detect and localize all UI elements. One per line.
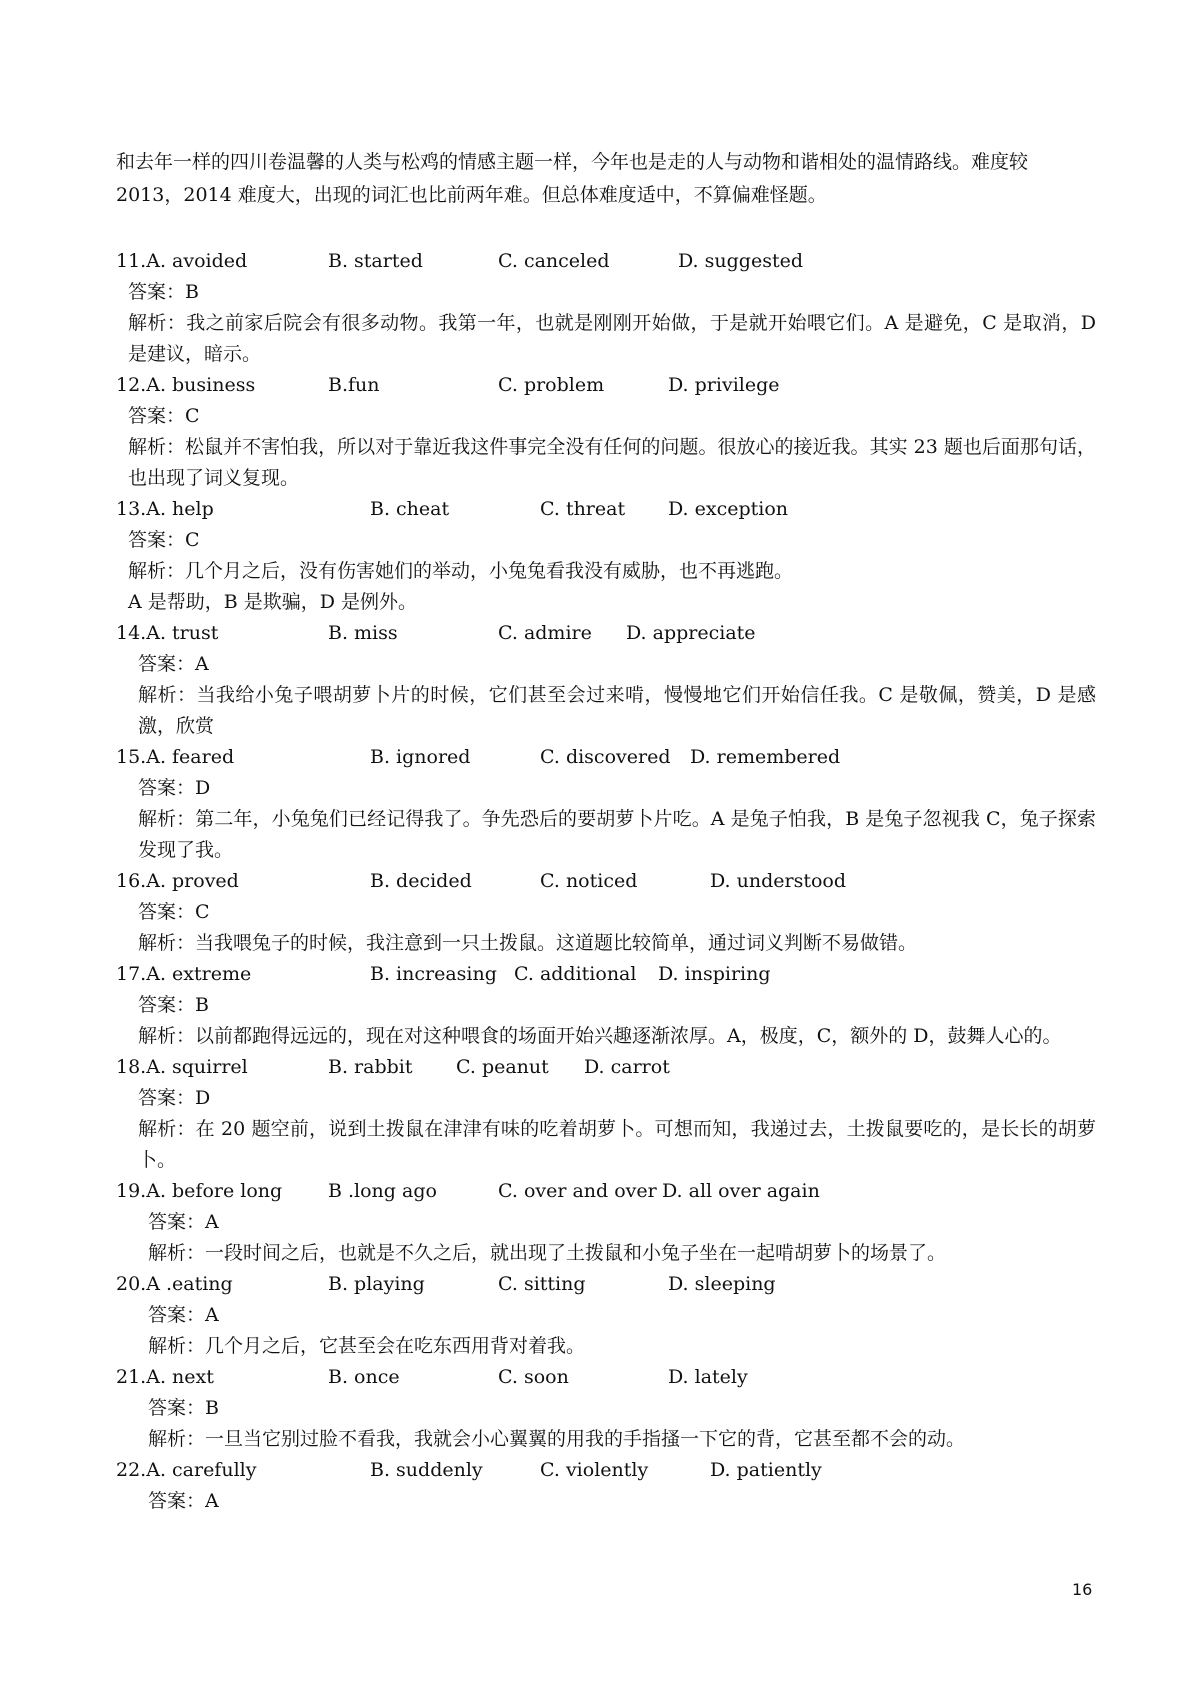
option-b: B. once xyxy=(328,1366,400,1388)
options-row xyxy=(116,618,1096,649)
option-d: D. privilege xyxy=(668,374,780,396)
intro-paragraph: 和去年一样的四川卷温馨的人类与松鸡的情感主题一样，今年也是走的人与动物和谐相处的温情路线。难度较 2013，2014 难度大，出现的词汇也比前两年难。但总体难度适中，不算偏难怪题。 xyxy=(116,151,1029,206)
question-11 xyxy=(116,246,1096,370)
options-row xyxy=(116,1455,1096,1486)
option-c: C. problem xyxy=(498,374,605,396)
options-row xyxy=(116,742,1096,773)
explanation: 解析：松鼠并不害怕我，所以对于靠近我这件事完全没有任何的问题。很放心的接近我。其实 23 题也后面那句话，也出现了词义复现。 xyxy=(128,436,1096,489)
option-b: B. cheat xyxy=(370,498,450,520)
option-a: 22.A. carefully xyxy=(116,1459,257,1481)
option-a: 13.A. help xyxy=(116,498,214,520)
option-d: D. lately xyxy=(668,1366,748,1388)
option-c: C. sitting xyxy=(498,1273,586,1295)
explanation: 解析：几个月之后，没有伤害她们的举动，小兔兔看我没有威胁，也不再逃跑。 xyxy=(128,560,794,582)
question-17 xyxy=(116,959,1096,1052)
question-16 xyxy=(116,866,1096,959)
option-b: B. decided xyxy=(370,870,472,892)
answer-line: 答案：B xyxy=(128,281,199,303)
explanation-continued: A 是帮助，B 是欺骗，D 是例外。 xyxy=(128,591,418,613)
question-18 xyxy=(116,1052,1096,1176)
answer-line: 答案：C xyxy=(138,901,210,923)
option-d: D. sleeping xyxy=(668,1273,776,1295)
option-a: 15.A. feared xyxy=(116,746,235,768)
option-a: 11.A. avoided xyxy=(116,250,248,272)
question-19 xyxy=(116,1176,1096,1269)
options-row xyxy=(116,959,1096,990)
option-b: B .long ago xyxy=(328,1180,437,1202)
option-b: B. rabbit xyxy=(328,1056,413,1078)
option-a: 19.A. before long xyxy=(116,1180,283,1202)
page-number: 16 xyxy=(1072,1580,1093,1599)
explanation: 解析：在 20 题空前，说到土拨鼠在津津有味的吃着胡萝卜。可想而知，我递过去，土拨鼠要吃的，是长长的胡萝卜。 xyxy=(138,1118,1096,1171)
options-row xyxy=(116,494,1096,525)
answer-line: 答案：C xyxy=(128,529,200,551)
explanation: 解析：当我给小兔子喂胡萝卜片的时候，它们甚至会过来啃，慢慢地它们开始信任我。C 是敬佩，赞美，D 是感激，欣赏 xyxy=(138,684,1096,737)
question-20 xyxy=(116,1269,1096,1362)
option-b: B. miss xyxy=(328,622,398,644)
answer-line: 答案：B xyxy=(148,1397,219,1419)
option-d: D. patiently xyxy=(710,1459,822,1481)
option-a: 17.A. extreme xyxy=(116,963,252,985)
explanation: 解析：以前都跑得远远的，现在对这种喂食的场面开始兴趣逐渐浓厚。A，极度，C，额外的 D，鼓舞人心的。 xyxy=(138,1025,1062,1047)
explanation: 解析：第二年，小兔兔们已经记得我了。争先恐后的要胡萝卜片吃。A 是兔子怕我，B 是兔子忽视我 C，兔子探索发现了我。 xyxy=(138,808,1096,861)
explanation: 解析：几个月之后，它甚至会在吃东西用背对着我。 xyxy=(148,1335,586,1357)
option-c: C. soon xyxy=(498,1366,569,1388)
option-c: C. over and over xyxy=(498,1180,657,1202)
option-d: D. inspiring xyxy=(658,963,771,985)
options-row xyxy=(116,1052,1096,1083)
question-13 xyxy=(116,494,1096,618)
option-b: B. suddenly xyxy=(370,1459,483,1481)
option-a: 20.A .eating xyxy=(116,1273,233,1295)
option-b: B. started xyxy=(328,250,423,272)
answer-line: 答案：D xyxy=(138,777,211,799)
options-row xyxy=(116,866,1096,897)
options-row xyxy=(116,246,1096,277)
answer-line: 答案：A xyxy=(148,1304,219,1326)
option-d: D. exception xyxy=(668,498,789,520)
option-a: 14.A. trust xyxy=(116,622,219,644)
options-row xyxy=(116,1269,1096,1300)
answer-line: 答案：A xyxy=(148,1490,219,1512)
answer-line: 答案：A xyxy=(138,653,209,675)
options-row xyxy=(116,1176,1096,1207)
option-d: D. understood xyxy=(710,870,847,892)
option-d: D. all over again xyxy=(662,1180,820,1202)
option-c: C. peanut xyxy=(456,1056,549,1078)
explanation: 解析：我之前家后院会有很多动物。我第一年，也就是刚刚开始做，于是就开始喂它们。A 是避免，C 是取消，D 是建议，暗示。 xyxy=(128,312,1096,365)
question-15 xyxy=(116,742,1096,866)
question-22 xyxy=(116,1455,1096,1517)
option-c: C. noticed xyxy=(540,870,638,892)
option-a: 21.A. next xyxy=(116,1366,214,1388)
option-b: B.fun xyxy=(328,374,380,396)
option-a: 18.A. squirrel xyxy=(116,1056,248,1078)
question-14 xyxy=(116,618,1096,742)
option-c: C. violently xyxy=(540,1459,649,1481)
option-b: B. ignored xyxy=(370,746,471,768)
answer-line: 答案：A xyxy=(148,1211,219,1233)
question-21 xyxy=(116,1362,1096,1455)
option-a: 12.A. business xyxy=(116,374,256,396)
option-d: D. appreciate xyxy=(626,622,756,644)
answer-line: 答案：B xyxy=(138,994,209,1016)
explanation: 解析：当我喂兔子的时候，我注意到一只土拨鼠。这道题比较简单，通过词义判断不易做错。 xyxy=(138,932,918,954)
answer-line: 答案：C xyxy=(128,405,200,427)
option-c: C. canceled xyxy=(498,250,610,272)
option-a: 16.A. proved xyxy=(116,870,239,892)
question-12 xyxy=(116,370,1096,494)
question-list xyxy=(116,246,1096,1517)
option-c: C. threat xyxy=(540,498,626,520)
options-row xyxy=(116,370,1096,401)
option-b: B. increasing xyxy=(370,963,497,985)
option-c: C. additional xyxy=(514,963,637,985)
explanation: 解析：一段时间之后，也就是不久之后，就出现了土拨鼠和小兔子坐在一起啃胡萝卜的场景了。 xyxy=(148,1242,947,1264)
option-d: D. suggested xyxy=(678,250,803,272)
answer-line: 答案：D xyxy=(138,1087,211,1109)
option-b: B. playing xyxy=(328,1273,425,1295)
options-row xyxy=(116,1362,1096,1393)
option-d: D. carrot xyxy=(584,1056,670,1078)
option-c: C. discovered xyxy=(540,746,671,768)
option-d: D. remembered xyxy=(690,746,841,768)
explanation: 解析：一旦当它别过脸不看我，我就会小心翼翼的用我的手指搔一下它的背，它甚至都不会的动。 xyxy=(148,1428,966,1450)
option-c: C. admire xyxy=(498,622,592,644)
